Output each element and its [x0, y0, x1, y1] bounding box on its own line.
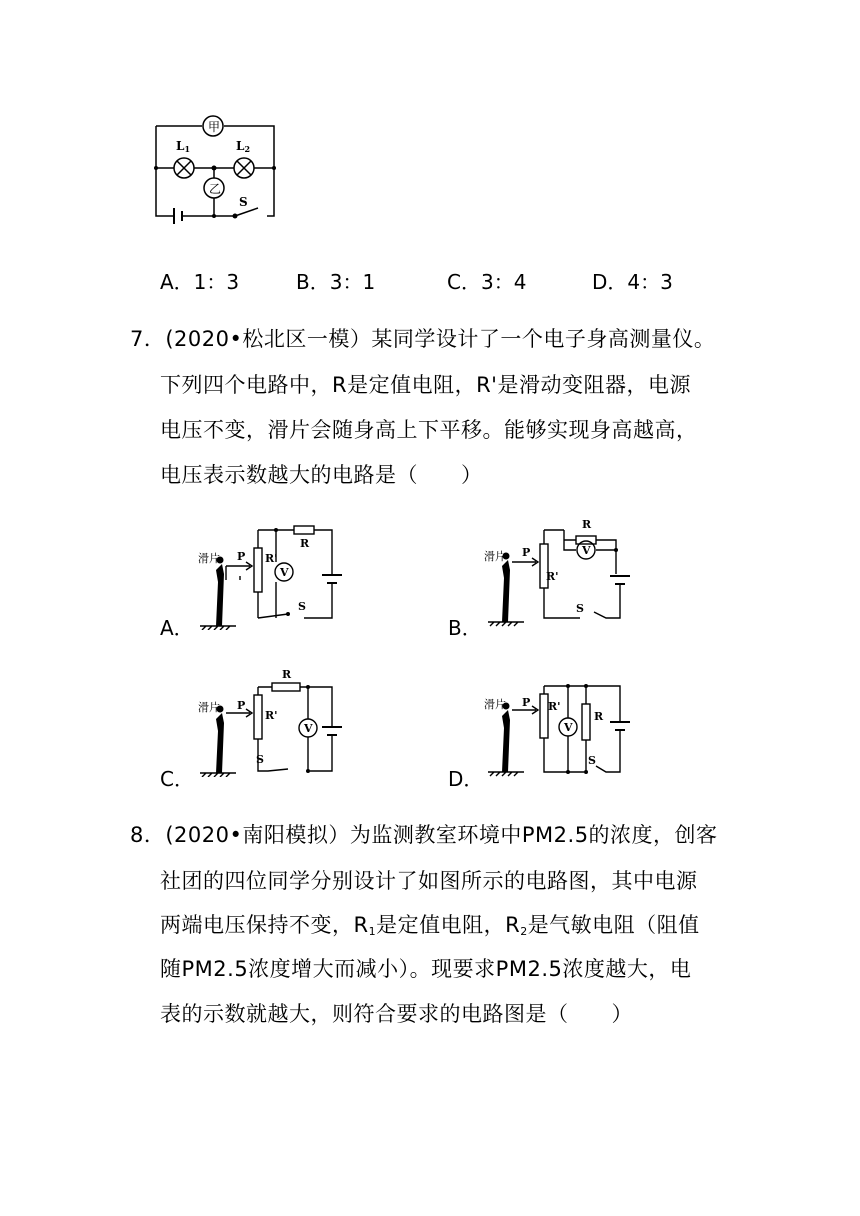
q6-option-b: B．3：1: [296, 270, 376, 294]
rprime-label: R': [546, 570, 559, 583]
q7-line-4: 电压表示数越大的电路是（ ）: [160, 463, 483, 487]
q8-line-3: 两端电压保持不变，$R_1$是定值电阻，$R_2$是气敏电阻（阻值: [160, 913, 700, 938]
q7-line-2: 下列四个电路中，R是定值电阻，R'是滑动变阻器，电源: [160, 373, 691, 397]
rprime-label: R': [265, 709, 278, 722]
q6-option-a: A．1：3: [160, 270, 240, 294]
q7-line-1: 7．(2020•松北区一模）某同学设计了一个电子身高测量仪。: [130, 327, 716, 351]
voltmeter-label: V: [280, 566, 289, 579]
label-switch: S: [239, 195, 248, 209]
p-label: P: [237, 550, 246, 563]
label-yi: 乙: [209, 182, 222, 196]
circuit-diagram-c: [196, 665, 356, 777]
label-l1: L1: [176, 139, 191, 154]
switch-label: S: [576, 602, 584, 615]
switch-label: S: [256, 753, 264, 766]
q8-line-4: 随PM2.5浓度增大而减小）。现要求PM2.5浓度越大，电: [160, 957, 692, 981]
r-label: R: [282, 668, 292, 681]
switch-label: S: [588, 754, 596, 767]
p-label: P: [237, 699, 246, 712]
label-l2: L2: [236, 139, 251, 154]
voltmeter-label: V: [304, 722, 313, 735]
switch-label: S: [298, 600, 306, 613]
voltmeter-label: V: [564, 721, 573, 734]
q6-option-c: C．3：4: [447, 270, 527, 294]
q7-line-3: 电压不变，滑片会随身高上下平移。能够实现身高越高，: [160, 418, 698, 442]
q7-option-d: D．: [448, 767, 484, 791]
p-label: P: [522, 546, 531, 559]
p-label: P: [522, 696, 531, 709]
circuit-diagram-d: [484, 670, 644, 778]
q7-option-b: B．: [448, 616, 482, 640]
voltmeter-label: V: [582, 544, 591, 557]
q7-option-c: C．: [160, 767, 194, 791]
slider-label: 滑片: [484, 698, 506, 711]
rprime-label: R': [265, 552, 278, 565]
q8-line-5: 表的示数就越大，则符合要求的电路图是（ ）: [160, 1002, 633, 1026]
label-jia: 甲: [208, 120, 221, 134]
circuit-diagram-a: [196, 520, 356, 630]
q8-line-2: 社团的四位同学分别设计了如图所示的电路图，其中电源: [160, 869, 698, 893]
q7-option-a: A．: [160, 616, 194, 640]
rprime-label: R': [548, 700, 561, 713]
circuit-diagram-b: [484, 514, 644, 629]
r-label: R: [594, 710, 604, 723]
circuit-diagram-q6: [150, 110, 285, 230]
q8-line-1: 8．(2020•南阳模拟）为监测教室环境中PM2.5的浓度，创客: [130, 823, 718, 847]
r-label: R: [582, 518, 592, 531]
r-label: R: [300, 537, 310, 550]
slider-label: 滑片: [484, 550, 506, 563]
slider-label: 滑片: [198, 552, 220, 565]
slider-label: 滑片: [198, 701, 220, 714]
q6-option-d: D．4：3: [592, 270, 673, 294]
